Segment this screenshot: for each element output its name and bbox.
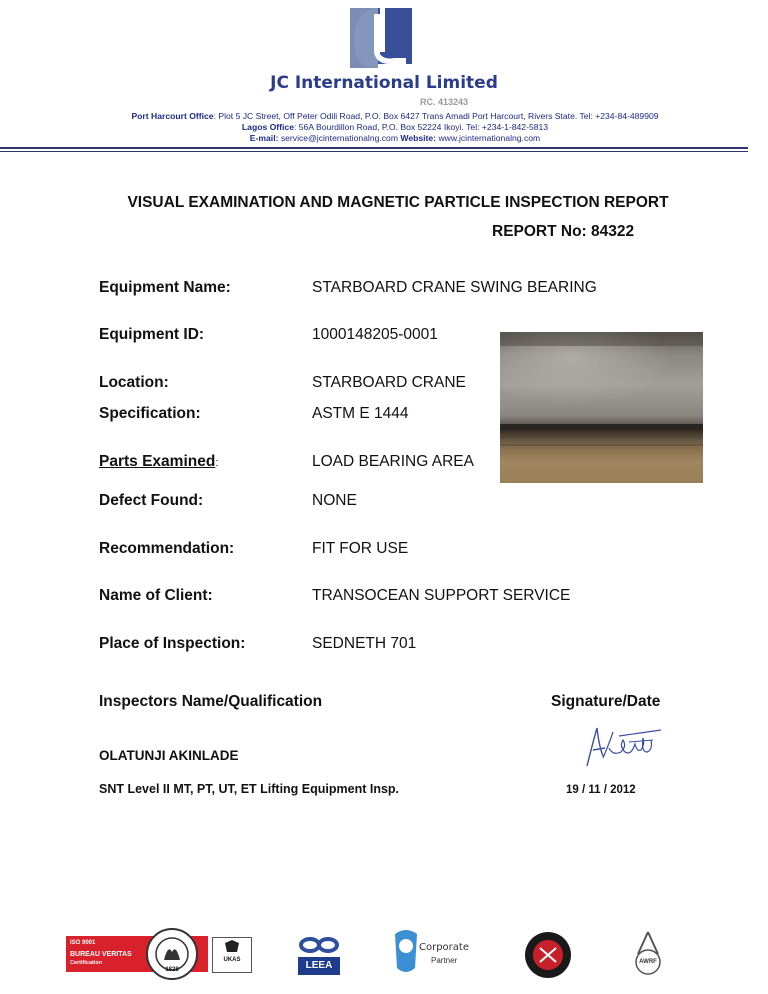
ndt-seal-logo bbox=[525, 932, 571, 978]
header-rule bbox=[0, 147, 748, 149]
parts-examined-text: Parts Examined bbox=[99, 453, 216, 470]
inspector-qualification: SNT Level II MT, PT, UT, ET Lifting Equipment Insp. bbox=[99, 782, 400, 796]
inspector-heading: Inspectors Name/Qualification bbox=[99, 693, 323, 710]
specification-value: ASTM E 1444 bbox=[312, 405, 409, 422]
recommendation-label: Recommendation: bbox=[99, 540, 235, 557]
ph-office-text: : Plot 5 JC Street, Off Peter Odili Road, P.O. Box 6427 Trans Amadi Port Harcourt, Rivers State. Tel: +234-84-489909 bbox=[213, 111, 659, 121]
signature bbox=[583, 722, 665, 777]
corporate-partner-logo bbox=[391, 928, 473, 974]
report-number: REPORT No: 84322 bbox=[492, 223, 635, 240]
company-logo bbox=[350, 8, 412, 68]
leea-logo bbox=[298, 933, 340, 975]
email-link[interactable]: service@jcinternationalng.com bbox=[280, 133, 398, 143]
awrf-text: AWRF bbox=[639, 959, 657, 965]
parts-examined-label bbox=[99, 453, 218, 471]
defect-found-value: NONE bbox=[312, 492, 357, 509]
equipment-name-value: STARBOARD CRANE SWING BEARING bbox=[312, 279, 597, 296]
bv-year: 1828 bbox=[165, 967, 179, 973]
lagos-office-label: Lagos Office bbox=[241, 122, 294, 132]
ukas-text: UKAS bbox=[223, 957, 241, 963]
lagos-office-line bbox=[0, 122, 768, 132]
header-rule-thin bbox=[0, 151, 748, 152]
contact-line bbox=[0, 133, 768, 143]
client-label: Name of Client: bbox=[99, 587, 213, 604]
place-label: Place of Inspection: bbox=[99, 635, 246, 652]
signature-heading: Signature/Date bbox=[551, 693, 661, 710]
ukas-logo bbox=[212, 937, 252, 973]
partner-text: Partner bbox=[431, 956, 458, 965]
awrf-logo bbox=[626, 928, 670, 976]
website-link[interactable]: www.jcinternationalng.com bbox=[438, 133, 541, 143]
ph-office-label: Port Harcourt Office bbox=[131, 111, 214, 121]
place-value: SEDNETH 701 bbox=[312, 635, 417, 652]
equipment-id-label: Equipment ID: bbox=[99, 326, 205, 343]
website-label: Website: bbox=[400, 133, 437, 143]
ph-office-line bbox=[0, 111, 768, 121]
lagos-office-text: : 56A Bourdillon Road, P.O. Box 52224 Ikoyi. Tel: +234-1-842-5813 bbox=[293, 122, 549, 132]
leea-text: LEEA bbox=[298, 957, 340, 975]
equipment-name-label: Equipment Name: bbox=[99, 279, 231, 296]
company-name: JC International Limited bbox=[270, 73, 498, 93]
email-label: E-mail: bbox=[249, 133, 279, 143]
equipment-id-value: 1000148205-0001 bbox=[312, 326, 438, 343]
parts-examined-value: LOAD BEARING AREA bbox=[312, 453, 474, 470]
signature-date: 19 / 11 / 2012 bbox=[566, 784, 636, 796]
client-value: TRANSOCEAN SUPPORT SERVICE bbox=[312, 587, 571, 604]
bv-iso: ISO 9001 bbox=[70, 940, 96, 946]
bv-seal-icon bbox=[146, 928, 198, 980]
location-value: STARBOARD CRANE bbox=[312, 374, 466, 391]
inspection-photo bbox=[500, 332, 703, 483]
inspector-name: OLATUNJI AKINLADE bbox=[99, 748, 239, 763]
specification-label: Specification: bbox=[99, 405, 201, 422]
bv-name: BUREAU VERITAS bbox=[70, 951, 132, 958]
corporate-text: Corporate bbox=[419, 942, 469, 953]
report-title: VISUAL EXAMINATION AND MAGNETIC PARTICLE INSPECTION REPORT bbox=[127, 194, 669, 211]
parts-examined-colon: : bbox=[215, 457, 219, 469]
defect-found-label: Defect Found: bbox=[99, 492, 204, 509]
recommendation-value: FIT FOR USE bbox=[312, 540, 409, 557]
rc-number: RC. 413243 bbox=[419, 97, 469, 107]
bv-cert: Certification bbox=[70, 960, 103, 966]
location-label: Location: bbox=[99, 374, 169, 391]
